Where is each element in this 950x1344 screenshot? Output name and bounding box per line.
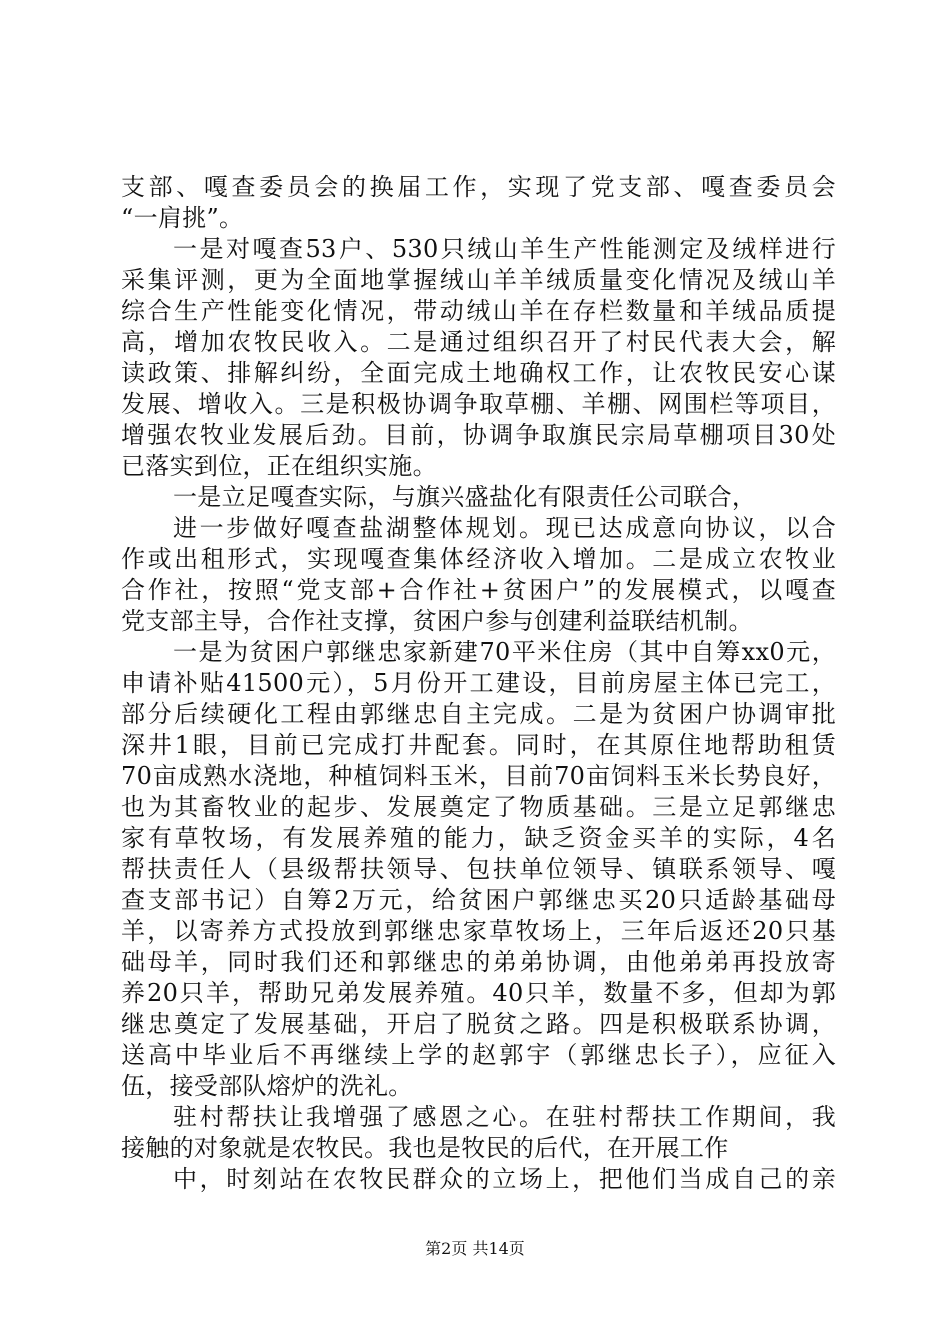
text-line: 一是为贫困户郭继忠家新建70平米住房（其中自筹xx0元， — [173, 638, 836, 666]
text-line: 合作社，按照“党支部+合作社+贫困户”的发展模式，以嘎查 — [121, 576, 836, 604]
text-line: 部分后续硬化工程由郭继忠自主完成。二是为贫困户协调审批 — [121, 700, 836, 728]
text-line: 接触的对象就是农牧民。我也是牧民的后代，在开展工作 — [121, 1134, 729, 1162]
text-line: 一是对嘎查53户、530只绒山羊生产性能测定及绒样进行 — [173, 235, 836, 263]
text-line: 党支部主导，合作社支撑，贫困户参与创建利益联结机制。 — [121, 607, 753, 635]
text-line: 养20只羊，帮助兄弟发展养殖。40只羊，数量不多，但却为郭 — [121, 979, 836, 1007]
text-line: 进一步做好嘎查盐湖整体规划。现已达成意向协议，以合 — [173, 514, 836, 542]
text-line: 送高中毕业后不再继续上学的赵郭宇（郭继忠长子），应征入 — [121, 1041, 836, 1069]
text-line: “一肩挑”。 — [121, 204, 244, 232]
text-line: 继忠奠定了发展基础，开启了脱贫之路。四是积极联系协调， — [121, 1010, 836, 1038]
text-line: 伍，接受部队熔炉的洗礼。 — [121, 1072, 413, 1100]
text-line: 深井1眼，目前已完成打井配套。同时，在其原住地帮助租赁 — [121, 731, 836, 759]
text-line: 作或出租形式，实现嘎查集体经济收入增加。二是成立农牧业 — [121, 545, 836, 573]
text-line: 已落实到位，正在组织实施。 — [121, 452, 437, 480]
text-line: 综合生产性能变化情况，带动绒山羊在存栏数量和羊绒品质提 — [121, 297, 836, 325]
text-line: 读政策、排解纠纷，全面完成土地确权工作，让农牧民安心谋 — [121, 359, 836, 387]
text-line: 帮扶责任人（县级帮扶领导、包扶单位领导、镇联系领导、嘎 — [121, 855, 836, 883]
text-line: 70亩成熟水浇地，种植饲料玉米，目前70亩饲料玉米长势良好， — [121, 762, 836, 790]
text-line: 采集评测，更为全面地掌握绒山羊羊绒质量变化情况及绒山羊 — [121, 266, 836, 294]
text-line: 家有草牧场，有发展养殖的能力，缺乏资金买羊的实际，4名 — [121, 824, 836, 852]
text-line: 中，时刻站在农牧民群众的立场上，把他们当成自己的亲 — [173, 1165, 836, 1193]
text-line: 羊，以寄养方式投放到郭继忠家草牧场上，三年后返还20只基 — [121, 917, 836, 945]
text-line: 驻村帮扶让我增强了感恩之心。在驻村帮扶工作期间，我 — [173, 1103, 836, 1131]
page-number-footer: 第2页 共14页 — [425, 1239, 525, 1258]
text-line: 查支部书记）自筹2万元，给贫困户郭继忠买20只适龄基础母 — [121, 886, 836, 914]
text-line: 申请补贴41500元），5月份开工建设，目前房屋主体已完工， — [121, 669, 836, 697]
text-line: 发展、增收入。三是积极协调争取草棚、羊棚、网围栏等项目， — [121, 390, 836, 418]
text-line: 支部、嘎查委员会的换届工作，实现了党支部、嘎查委员会 — [121, 173, 836, 201]
text-line: 础母羊，同时我们还和郭继忠的弟弟协调，由他弟弟再投放寄 — [121, 948, 836, 976]
text-line: 一是立足嘎查实际，与旗兴盛盐化有限责任公司联合， — [173, 483, 757, 511]
body-text — [121, 172, 836, 1195]
text-line: 高，增加农牧民收入。二是通过组织召开了村民代表大会，解 — [121, 328, 836, 356]
text-line: 也为其畜牧业的起步、发展奠定了物质基础。三是立足郭继忠 — [121, 793, 836, 821]
text-line: 增强农牧业发展后劲。目前，协调争取旗民宗局草棚项目30处 — [121, 421, 836, 449]
